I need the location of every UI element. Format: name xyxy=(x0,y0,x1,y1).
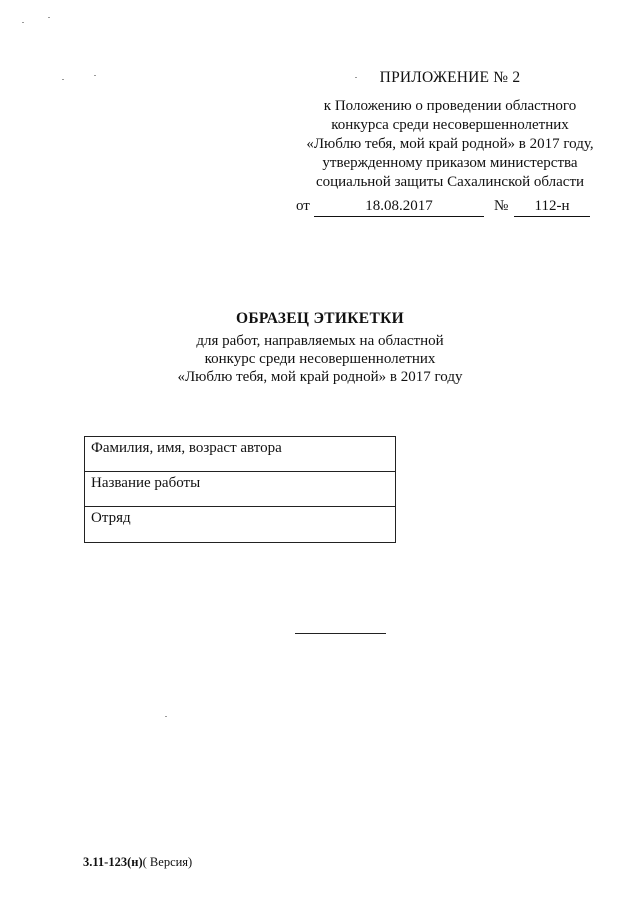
scan-speck xyxy=(94,75,96,76)
appendix-line: утвержденному приказом министерства xyxy=(322,155,578,171)
footer-code xyxy=(83,855,192,870)
order-number-label: № xyxy=(494,198,509,214)
label-row-group: Отряд xyxy=(91,510,131,526)
label-sample-table xyxy=(84,436,396,543)
subheading-line: конкурс среди несовершеннолетних xyxy=(204,351,436,367)
subheading-line: «Люблю тебя, мой край родной» в 2017 году xyxy=(177,369,463,385)
order-from-label: от xyxy=(296,198,310,214)
scan-speck xyxy=(355,77,357,78)
appendix-line: социальной защиты Сахалинской области xyxy=(315,174,585,190)
scan-speck xyxy=(62,79,64,80)
footer-version: ( Версия) xyxy=(142,855,193,869)
scan-speck xyxy=(165,716,167,717)
appendix-title: ПРИЛОЖЕНИЕ № 2 xyxy=(379,69,521,86)
order-date: 18.08.2017 xyxy=(314,198,484,217)
page-title: ОБРАЗЕЦ ЭТИКЕТКИ xyxy=(236,310,404,327)
subheading-block xyxy=(170,332,470,386)
appendix-block xyxy=(300,68,600,192)
appendix-line: «Люблю тебя, мой край родной» в 2017 году, xyxy=(306,136,594,152)
scan-speck xyxy=(22,22,24,23)
appendix-line: к Положению о проведении областного xyxy=(323,98,577,114)
order-number: 112-н xyxy=(514,198,590,217)
appendix-line: конкурса среди несовершеннолетних xyxy=(331,117,569,133)
scan-speck xyxy=(48,17,50,18)
closing-divider xyxy=(295,633,386,634)
subheading-line: для работ, направляемых на областной xyxy=(196,333,444,349)
label-row-title: Название работы xyxy=(85,472,395,507)
order-reference xyxy=(296,198,596,218)
footer-document-code: 3.11-123(н) xyxy=(83,855,143,869)
label-row-author: Фамилия, имя, возраст автора xyxy=(85,437,395,472)
